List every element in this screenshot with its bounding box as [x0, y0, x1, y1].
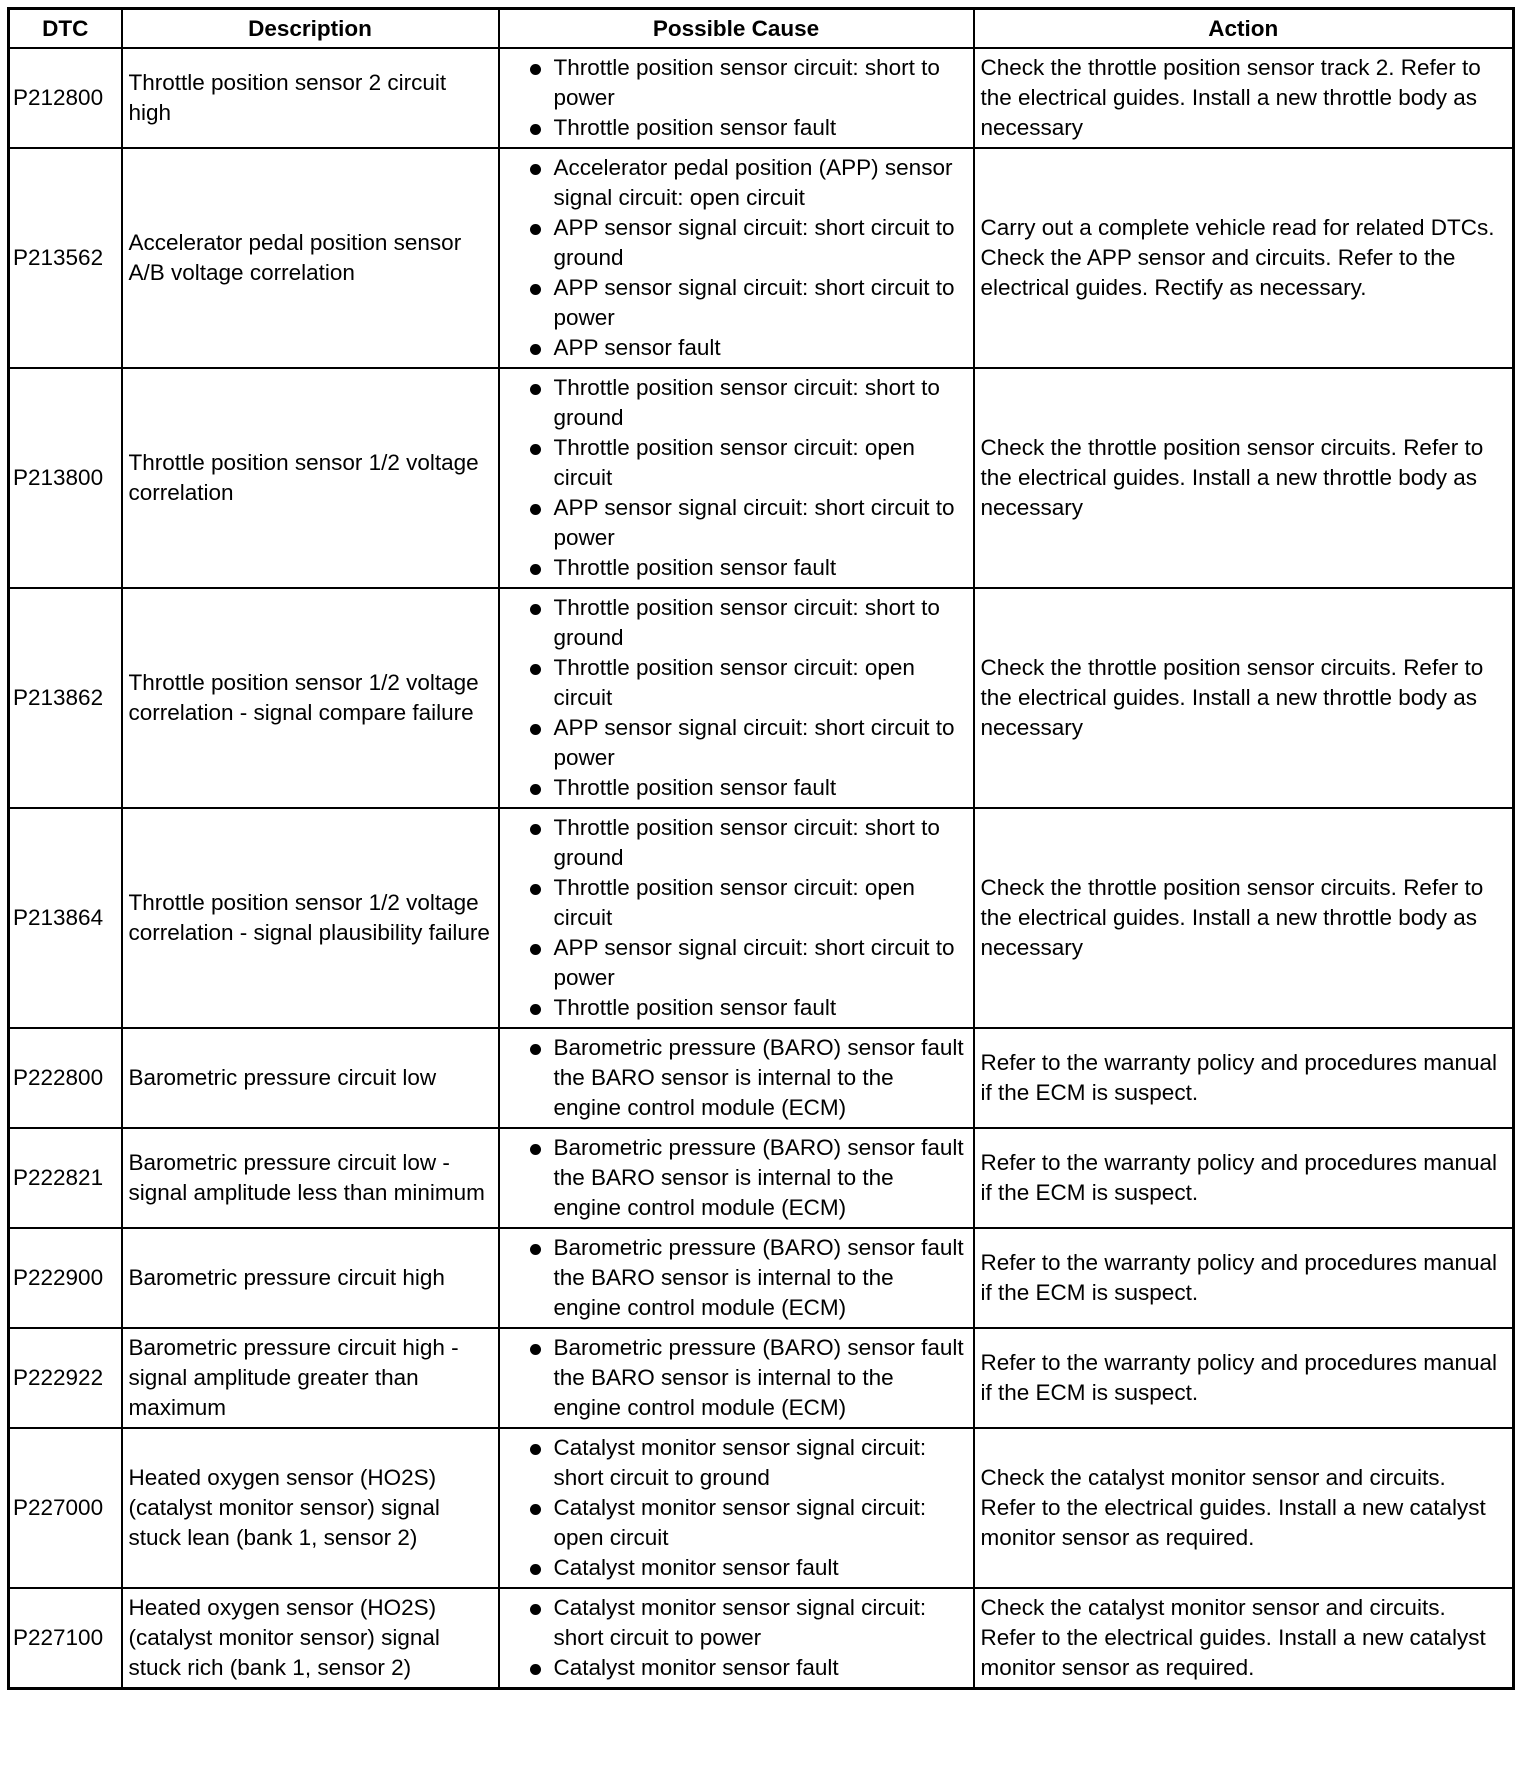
possible-cause-item: APP sensor signal circuit: short circuit to power — [506, 493, 967, 553]
possible-cause-cell — [499, 1028, 974, 1128]
dtc-action: Check the throttle position sensor circuits. Refer to the electrical guides. Install a new throttle body as necessary — [974, 368, 1514, 588]
dtc-code: P213862 — [9, 588, 122, 808]
table-row — [9, 1428, 1514, 1588]
possible-cause-item: Catalyst monitor sensor signal circuit: open circuit — [506, 1493, 967, 1553]
dtc-action: Check the throttle position sensor circuits. Refer to the electrical guides. Install a new throttle body as necessary — [974, 588, 1514, 808]
possible-cause-item: Catalyst monitor sensor fault — [506, 1553, 967, 1583]
possible-cause-list — [506, 1033, 967, 1123]
possible-cause-item: Throttle position sensor circuit: short to power — [506, 53, 967, 113]
dtc-code: P222821 — [9, 1128, 122, 1228]
dtc-code: P213864 — [9, 808, 122, 1028]
possible-cause-item: Throttle position sensor circuit: short to ground — [506, 813, 967, 873]
possible-cause-item: Throttle position sensor circuit: short to ground — [506, 593, 967, 653]
dtc-action: Carry out a complete vehicle read for related DTCs. Check the APP sensor and circuits. Refer to the electrical guides. Rectify as necessary. — [974, 148, 1514, 368]
possible-cause-item: Barometric pressure (BARO) sensor fault the BARO sensor is internal to the engine control module (ECM) — [506, 1033, 967, 1123]
possible-cause-item: Catalyst monitor sensor signal circuit: short circuit to ground — [506, 1433, 967, 1493]
dtc-code: P213562 — [9, 148, 122, 368]
possible-cause-item: Catalyst monitor sensor fault — [506, 1653, 967, 1683]
possible-cause-item: APP sensor signal circuit: short circuit to ground — [506, 213, 967, 273]
possible-cause-item: APP sensor signal circuit: short circuit to power — [506, 713, 967, 773]
dtc-code: P222900 — [9, 1228, 122, 1328]
dtc-description: Barometric pressure circuit low — [122, 1028, 499, 1128]
possible-cause-cell — [499, 1428, 974, 1588]
possible-cause-list — [506, 813, 967, 1023]
possible-cause-list — [506, 1433, 967, 1583]
dtc-code: P222800 — [9, 1028, 122, 1128]
header-row — [9, 9, 1514, 49]
dtc-action: Refer to the warranty policy and procedures manual if the ECM is suspect. — [974, 1228, 1514, 1328]
table-row — [9, 1588, 1514, 1689]
dtc-action: Check the throttle position sensor track 2. Refer to the electrical guides. Install a new throttle body as necessary — [974, 48, 1514, 148]
possible-cause-item: Throttle position sensor circuit: open circuit — [506, 653, 967, 713]
possible-cause-list — [506, 1133, 967, 1223]
table-row — [9, 148, 1514, 368]
dtc-table — [7, 7, 1515, 1690]
possible-cause-list — [506, 153, 967, 363]
dtc-description: Throttle position sensor 1/2 voltage correlation - signal plausibility failure — [122, 808, 499, 1028]
dtc-action: Check the throttle position sensor circuits. Refer to the electrical guides. Install a new throttle body as necessary — [974, 808, 1514, 1028]
possible-cause-item: Barometric pressure (BARO) sensor fault the BARO sensor is internal to the engine control module (ECM) — [506, 1233, 967, 1323]
dtc-action: Check the catalyst monitor sensor and circuits. Refer to the electrical guides. Install a new catalyst monitor sensor as required. — [974, 1428, 1514, 1588]
dtc-action: Check the catalyst monitor sensor and circuits. Refer to the electrical guides. Install a new catalyst monitor sensor as required. — [974, 1588, 1514, 1689]
dtc-description: Barometric pressure circuit high - signal amplitude greater than maximum — [122, 1328, 499, 1428]
table-row — [9, 808, 1514, 1028]
possible-cause-item: APP sensor signal circuit: short circuit to power — [506, 933, 967, 993]
possible-cause-item: Throttle position sensor circuit: short to ground — [506, 373, 967, 433]
header-action: Action — [974, 9, 1514, 49]
dtc-code: P213800 — [9, 368, 122, 588]
possible-cause-item: Throttle position sensor circuit: open circuit — [506, 873, 967, 933]
dtc-description: Heated oxygen sensor (HO2S) (catalyst monitor sensor) signal stuck rich (bank 1, sensor 2) — [122, 1588, 499, 1689]
table-row — [9, 48, 1514, 148]
possible-cause-cell — [499, 588, 974, 808]
possible-cause-cell — [499, 368, 974, 588]
header-description: Description — [122, 9, 499, 49]
table-row — [9, 1028, 1514, 1128]
dtc-description: Barometric pressure circuit low - signal amplitude less than minimum — [122, 1128, 499, 1228]
dtc-description: Throttle position sensor 1/2 voltage correlation - signal compare failure — [122, 588, 499, 808]
possible-cause-cell — [499, 48, 974, 148]
dtc-description: Accelerator pedal position sensor A/B voltage correlation — [122, 148, 499, 368]
possible-cause-cell — [499, 1228, 974, 1328]
possible-cause-item: Accelerator pedal position (APP) sensor signal circuit: open circuit — [506, 153, 967, 213]
possible-cause-item: APP sensor signal circuit: short circuit to power — [506, 273, 967, 333]
possible-cause-list — [506, 1593, 967, 1683]
table-row — [9, 1128, 1514, 1228]
dtc-code: P227100 — [9, 1588, 122, 1689]
possible-cause-item: Barometric pressure (BARO) sensor fault the BARO sensor is internal to the engine control module (ECM) — [506, 1133, 967, 1223]
possible-cause-cell — [499, 808, 974, 1028]
dtc-description: Throttle position sensor 2 circuit high — [122, 48, 499, 148]
possible-cause-item: Throttle position sensor circuit: open circuit — [506, 433, 967, 493]
possible-cause-cell — [499, 1588, 974, 1689]
table-row — [9, 368, 1514, 588]
possible-cause-item: Barometric pressure (BARO) sensor fault the BARO sensor is internal to the engine control module (ECM) — [506, 1333, 967, 1423]
possible-cause-list — [506, 373, 967, 583]
header-possible-cause: Possible Cause — [499, 9, 974, 49]
possible-cause-cell — [499, 1328, 974, 1428]
dtc-action: Refer to the warranty policy and procedures manual if the ECM is suspect. — [974, 1328, 1514, 1428]
table-row — [9, 1228, 1514, 1328]
header-dtc: DTC — [9, 9, 122, 49]
table-row — [9, 588, 1514, 808]
possible-cause-list — [506, 53, 967, 143]
dtc-code: P227000 — [9, 1428, 122, 1588]
possible-cause-list — [506, 1333, 967, 1423]
possible-cause-list — [506, 1233, 967, 1323]
dtc-action: Refer to the warranty policy and procedures manual if the ECM is suspect. — [974, 1128, 1514, 1228]
dtc-description: Throttle position sensor 1/2 voltage correlation — [122, 368, 499, 588]
dtc-action: Refer to the warranty policy and procedures manual if the ECM is suspect. — [974, 1028, 1514, 1128]
possible-cause-item: Catalyst monitor sensor signal circuit: short circuit to power — [506, 1593, 967, 1653]
dtc-code: P212800 — [9, 48, 122, 148]
dtc-description: Barometric pressure circuit high — [122, 1228, 499, 1328]
dtc-description: Heated oxygen sensor (HO2S) (catalyst monitor sensor) signal stuck lean (bank 1, sensor 2) — [122, 1428, 499, 1588]
possible-cause-item: Throttle position sensor fault — [506, 553, 967, 583]
possible-cause-item: Throttle position sensor fault — [506, 993, 967, 1023]
possible-cause-item: Throttle position sensor fault — [506, 113, 967, 143]
possible-cause-item: APP sensor fault — [506, 333, 967, 363]
possible-cause-item: Throttle position sensor fault — [506, 773, 967, 803]
table-row — [9, 1328, 1514, 1428]
dtc-code: P222922 — [9, 1328, 122, 1428]
possible-cause-list — [506, 593, 967, 803]
possible-cause-cell — [499, 148, 974, 368]
possible-cause-cell — [499, 1128, 974, 1228]
